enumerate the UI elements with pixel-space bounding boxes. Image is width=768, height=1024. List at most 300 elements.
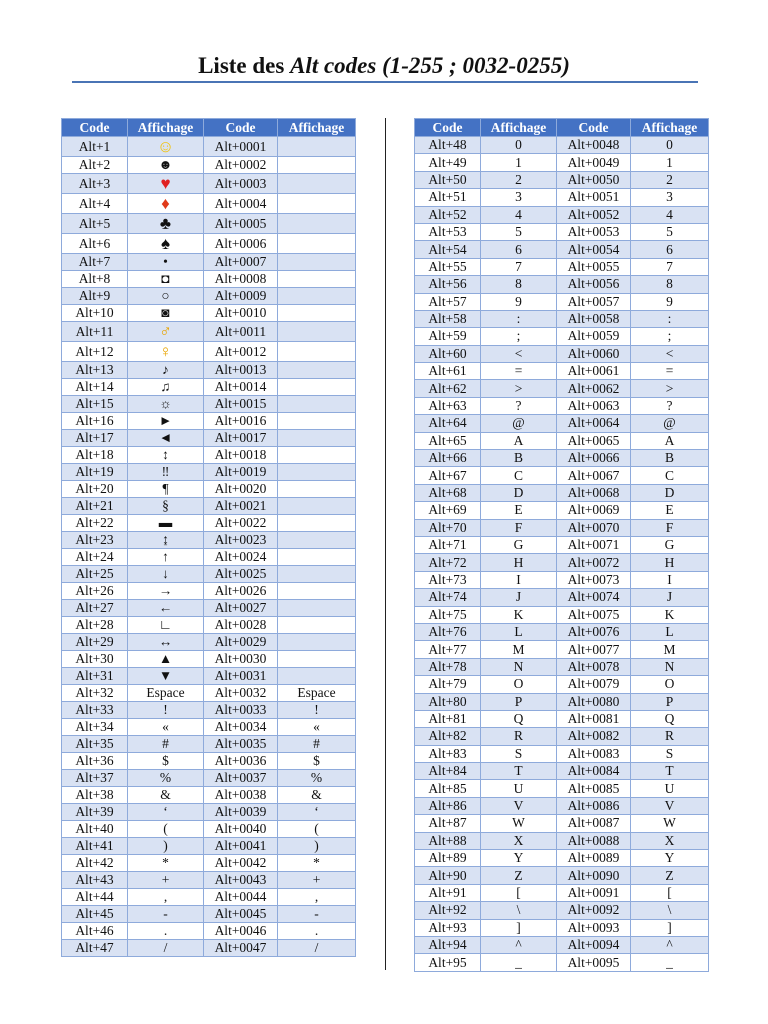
display-cell: R	[631, 728, 709, 745]
table-row	[62, 668, 356, 685]
table-row	[62, 271, 356, 288]
display-cell: +	[278, 872, 356, 889]
code-cell: Alt+0081	[557, 710, 631, 727]
display-cell: O	[481, 676, 557, 693]
code-cell: Alt+95	[415, 954, 481, 971]
display-cell: ☻	[128, 157, 204, 174]
display-cell: Y	[631, 850, 709, 867]
display-cell: Espace	[128, 685, 204, 702]
display-cell: ◙	[128, 305, 204, 322]
table-row	[62, 549, 356, 566]
code-cell: Alt+0085	[557, 780, 631, 797]
code-cell: Alt+0094	[557, 936, 631, 953]
code-cell: Alt+30	[62, 651, 128, 668]
display-cell: &	[128, 787, 204, 804]
display-cell: N	[631, 658, 709, 675]
table-row	[415, 293, 709, 310]
code-cell: Alt+0003	[204, 174, 278, 194]
display-cell: Espace	[278, 685, 356, 702]
table-row	[415, 328, 709, 345]
code-cell: Alt+0061	[557, 363, 631, 380]
code-cell: Alt+49	[415, 154, 481, 171]
code-cell: Alt+0064	[557, 415, 631, 432]
code-cell: Alt+0042	[204, 855, 278, 872]
code-cell: Alt+54	[415, 241, 481, 258]
display-cell: 8	[481, 276, 557, 293]
code-cell: Alt+0013	[204, 362, 278, 379]
display-cell: S	[481, 745, 557, 762]
display-cell: 3	[631, 189, 709, 206]
code-cell: Alt+0006	[204, 234, 278, 254]
title-plain: Liste des	[198, 53, 291, 78]
display-cell: «	[278, 719, 356, 736]
table-row	[62, 174, 356, 194]
code-cell: Alt+0020	[204, 481, 278, 498]
table-row	[62, 651, 356, 668]
display-cell: D	[481, 484, 557, 501]
table-row	[62, 305, 356, 322]
table-row	[62, 702, 356, 719]
title-underline	[72, 81, 698, 83]
code-cell: Alt+28	[62, 617, 128, 634]
table-row	[415, 258, 709, 275]
code-cell: Alt+66	[415, 450, 481, 467]
table-row	[62, 234, 356, 254]
code-cell: Alt+32	[62, 685, 128, 702]
display-cell: ►	[128, 413, 204, 430]
code-cell: Alt+0086	[557, 797, 631, 814]
table-row	[415, 884, 709, 901]
display-cell	[278, 174, 356, 194]
display-cell: Q	[631, 710, 709, 727]
table-row	[62, 362, 356, 379]
table-row	[62, 685, 356, 702]
code-cell: Alt+0082	[557, 728, 631, 745]
table-row	[415, 380, 709, 397]
display-cell: &	[278, 787, 356, 804]
display-cell: [	[631, 884, 709, 901]
display-cell: L	[631, 623, 709, 640]
table-row	[415, 623, 709, 640]
table-row	[415, 867, 709, 884]
table-row	[415, 276, 709, 293]
display-cell	[278, 583, 356, 600]
code-cell: Alt+93	[415, 919, 481, 936]
code-cell: Alt+52	[415, 206, 481, 223]
table-row	[415, 502, 709, 519]
display-cell: +	[128, 872, 204, 889]
table-row	[62, 532, 356, 549]
code-cell: Alt+0029	[204, 634, 278, 651]
display-cell	[278, 515, 356, 532]
display-cell: 2	[631, 171, 709, 188]
table-row	[62, 137, 356, 157]
display-cell: I	[631, 571, 709, 588]
code-cell: Alt+50	[415, 171, 481, 188]
code-cell: Alt+0062	[557, 380, 631, 397]
code-cell: Alt+44	[62, 889, 128, 906]
code-cell: Alt+13	[62, 362, 128, 379]
code-cell: Alt+85	[415, 780, 481, 797]
display-cell: 6	[631, 241, 709, 258]
display-cell	[278, 481, 356, 498]
display-cell: K	[481, 606, 557, 623]
display-cell: 4	[631, 206, 709, 223]
display-cell: Y	[481, 850, 557, 867]
display-cell: >	[481, 380, 557, 397]
display-cell	[278, 271, 356, 288]
code-cell: Alt+58	[415, 310, 481, 327]
code-cell: Alt+0083	[557, 745, 631, 762]
code-cell: Alt+0031	[204, 668, 278, 685]
code-cell: Alt+27	[62, 600, 128, 617]
display-cell: Z	[481, 867, 557, 884]
display-cell	[278, 322, 356, 342]
display-cell	[278, 413, 356, 430]
display-cell: ]	[481, 919, 557, 936]
code-cell: Alt+42	[62, 855, 128, 872]
code-cell: Alt+68	[415, 484, 481, 501]
table-row	[62, 940, 356, 957]
code-cell: Alt+56	[415, 276, 481, 293]
display-cell	[278, 254, 356, 271]
table-row	[415, 676, 709, 693]
display-cell: ^	[481, 936, 557, 953]
code-cell: Alt+0065	[557, 432, 631, 449]
code-cell: Alt+0034	[204, 719, 278, 736]
code-cell: Alt+39	[62, 804, 128, 821]
code-cell: Alt+0014	[204, 379, 278, 396]
code-cell: Alt+0010	[204, 305, 278, 322]
display-cell: G	[481, 536, 557, 553]
display-cell	[278, 668, 356, 685]
code-cell: Alt+35	[62, 736, 128, 753]
code-cell: Alt+41	[62, 838, 128, 855]
display-cell: _	[481, 954, 557, 971]
display-cell: .	[128, 923, 204, 940]
display-cell: →	[128, 583, 204, 600]
code-cell: Alt+0004	[204, 194, 278, 214]
table-row	[415, 519, 709, 536]
table-row	[62, 787, 356, 804]
display-cell	[278, 137, 356, 157]
table-row	[415, 154, 709, 171]
code-cell: Alt+0072	[557, 554, 631, 571]
code-cell: Alt+0090	[557, 867, 631, 884]
table-row	[415, 432, 709, 449]
code-cell: Alt+94	[415, 936, 481, 953]
display-cell: 7	[631, 258, 709, 275]
code-cell: Alt+87	[415, 815, 481, 832]
code-cell: Alt+0066	[557, 450, 631, 467]
code-cell: Alt+89	[415, 850, 481, 867]
code-cell: Alt+90	[415, 867, 481, 884]
display-cell: @	[631, 415, 709, 432]
code-cell: Alt+0015	[204, 396, 278, 413]
code-cell: Alt+17	[62, 430, 128, 447]
display-cell: W	[481, 815, 557, 832]
display-cell: ,	[278, 889, 356, 906]
table-row	[415, 728, 709, 745]
code-cell: Alt+92	[415, 902, 481, 919]
display-cell: M	[481, 641, 557, 658]
table-row	[62, 617, 356, 634]
display-cell: 1	[631, 154, 709, 171]
code-cell: Alt+83	[415, 745, 481, 762]
display-cell: G	[631, 536, 709, 553]
table-row	[62, 322, 356, 342]
display-cell	[278, 549, 356, 566]
code-cell: Alt+72	[415, 554, 481, 571]
code-cell: Alt+0045	[204, 906, 278, 923]
table-row	[415, 571, 709, 588]
display-cell	[278, 617, 356, 634]
display-cell: )	[128, 838, 204, 855]
header-code: Code	[415, 119, 481, 137]
code-cell: Alt+70	[415, 519, 481, 536]
table-row	[62, 254, 356, 271]
table-row	[415, 241, 709, 258]
display-cell: ↓	[128, 566, 204, 583]
code-cell: Alt+0023	[204, 532, 278, 549]
code-cell: Alt+0025	[204, 566, 278, 583]
display-cell: V	[481, 797, 557, 814]
code-cell: Alt+0011	[204, 322, 278, 342]
code-cell: Alt+0069	[557, 502, 631, 519]
table-row	[62, 464, 356, 481]
display-cell: •	[128, 254, 204, 271]
display-cell: ∟	[128, 617, 204, 634]
table-row	[415, 710, 709, 727]
table-header-row	[62, 119, 356, 137]
code-cell: Alt+0078	[557, 658, 631, 675]
code-cell: Alt+0052	[557, 206, 631, 223]
table-row	[62, 157, 356, 174]
table-row	[415, 797, 709, 814]
table-row	[62, 889, 356, 906]
display-cell	[278, 464, 356, 481]
code-cell: Alt+45	[62, 906, 128, 923]
display-cell: 8	[631, 276, 709, 293]
display-cell: F	[481, 519, 557, 536]
code-cell: Alt+64	[415, 415, 481, 432]
table-row	[62, 413, 356, 430]
display-cell	[278, 234, 356, 254]
code-cell: Alt+43	[62, 872, 128, 889]
code-cell: Alt+74	[415, 589, 481, 606]
table-row	[415, 954, 709, 971]
code-cell: Alt+20	[62, 481, 128, 498]
display-cell: T	[481, 763, 557, 780]
code-cell: Alt+0087	[557, 815, 631, 832]
code-cell: Alt+0016	[204, 413, 278, 430]
display-cell: \	[481, 902, 557, 919]
table-row	[62, 430, 356, 447]
column-separator	[385, 118, 386, 970]
table-row	[415, 223, 709, 240]
code-cell: Alt+59	[415, 328, 481, 345]
display-cell: L	[481, 623, 557, 640]
code-cell: Alt+73	[415, 571, 481, 588]
display-cell: I	[481, 571, 557, 588]
display-cell: B	[631, 450, 709, 467]
table-row	[62, 447, 356, 464]
code-cell: Alt+0058	[557, 310, 631, 327]
table-row	[415, 815, 709, 832]
table-row	[62, 481, 356, 498]
code-cell: Alt+0008	[204, 271, 278, 288]
table-row	[62, 719, 356, 736]
table-row	[415, 484, 709, 501]
display-cell: <	[481, 345, 557, 362]
display-cell: A	[631, 432, 709, 449]
table-row	[62, 753, 356, 770]
table-row	[62, 214, 356, 234]
code-cell: Alt+23	[62, 532, 128, 549]
display-cell: 6	[481, 241, 557, 258]
code-cell: Alt+69	[415, 502, 481, 519]
header-code: Code	[557, 119, 631, 137]
code-cell: Alt+40	[62, 821, 128, 838]
code-cell: Alt+34	[62, 719, 128, 736]
display-cell	[278, 342, 356, 362]
code-cell: Alt+0036	[204, 753, 278, 770]
code-cell: Alt+62	[415, 380, 481, 397]
code-cell: Alt+0044	[204, 889, 278, 906]
display-cell: ;	[631, 328, 709, 345]
code-cell: Alt+0068	[557, 484, 631, 501]
display-cell: C	[481, 467, 557, 484]
code-cell: Alt+0040	[204, 821, 278, 838]
code-cell: Alt+82	[415, 728, 481, 745]
table-row	[415, 641, 709, 658]
display-cell: F	[631, 519, 709, 536]
table-row	[62, 804, 356, 821]
code-cell: Alt+7	[62, 254, 128, 271]
display-cell: >	[631, 380, 709, 397]
display-cell: W	[631, 815, 709, 832]
code-cell: Alt+9	[62, 288, 128, 305]
display-cell: ,	[128, 889, 204, 906]
code-cell: Alt+0077	[557, 641, 631, 658]
code-cell: Alt+0022	[204, 515, 278, 532]
display-cell: 7	[481, 258, 557, 275]
code-cell: Alt+79	[415, 676, 481, 693]
display-cell: O	[631, 676, 709, 693]
code-cell: Alt+57	[415, 293, 481, 310]
code-cell: Alt+60	[415, 345, 481, 362]
code-cell: Alt+55	[415, 258, 481, 275]
code-cell: Alt+0051	[557, 189, 631, 206]
code-cell: Alt+63	[415, 397, 481, 414]
code-cell: Alt+53	[415, 223, 481, 240]
display-cell: !	[128, 702, 204, 719]
code-cell: Alt+0071	[557, 536, 631, 553]
code-cell: Alt+0021	[204, 498, 278, 515]
display-cell: ○	[128, 288, 204, 305]
display-cell	[278, 447, 356, 464]
table-row	[62, 872, 356, 889]
code-cell: Alt+0009	[204, 288, 278, 305]
display-cell: «	[128, 719, 204, 736]
display-cell	[278, 362, 356, 379]
code-cell: Alt+0005	[204, 214, 278, 234]
display-cell: ↑	[128, 549, 204, 566]
code-cell: Alt+76	[415, 623, 481, 640]
display-cell: D	[631, 484, 709, 501]
code-cell: Alt+51	[415, 189, 481, 206]
display-cell: -	[278, 906, 356, 923]
display-cell: M	[631, 641, 709, 658]
display-cell: X	[481, 832, 557, 849]
code-cell: Alt+0002	[204, 157, 278, 174]
code-cell: Alt+61	[415, 363, 481, 380]
table-row	[415, 536, 709, 553]
display-cell: ▼	[128, 668, 204, 685]
display-cell: P	[481, 693, 557, 710]
display-cell: /	[278, 940, 356, 957]
display-cell: ◄	[128, 430, 204, 447]
code-cell: Alt+25	[62, 566, 128, 583]
table-row	[415, 850, 709, 867]
code-cell: Alt+0048	[557, 137, 631, 154]
table-row	[415, 137, 709, 154]
table-row	[62, 566, 356, 583]
display-cell: ^	[631, 936, 709, 953]
display-cell: ♦	[128, 194, 204, 214]
code-cell: Alt+47	[62, 940, 128, 957]
display-cell: =	[481, 363, 557, 380]
code-cell: Alt+0070	[557, 519, 631, 536]
display-cell: 5	[631, 223, 709, 240]
display-cell: :	[481, 310, 557, 327]
table-row	[415, 658, 709, 675]
code-cell: Alt+0080	[557, 693, 631, 710]
table-row	[415, 606, 709, 623]
code-cell: Alt+0026	[204, 583, 278, 600]
table-row	[62, 600, 356, 617]
code-cell: Alt+0012	[204, 342, 278, 362]
display-cell: ←	[128, 600, 204, 617]
display-cell: ‘	[128, 804, 204, 821]
code-cell: Alt+0024	[204, 549, 278, 566]
table-row	[415, 415, 709, 432]
code-cell: Alt+24	[62, 549, 128, 566]
display-cell: 2	[481, 171, 557, 188]
code-cell: Alt+0041	[204, 838, 278, 855]
display-cell: J	[631, 589, 709, 606]
display-cell: 9	[481, 293, 557, 310]
display-cell: )	[278, 838, 356, 855]
display-cell	[278, 396, 356, 413]
display-cell: §	[128, 498, 204, 515]
table-row	[415, 780, 709, 797]
display-cell: A	[481, 432, 557, 449]
code-cell: Alt+0055	[557, 258, 631, 275]
code-cell: Alt+0047	[204, 940, 278, 957]
table-row	[415, 936, 709, 953]
table-header-row	[415, 119, 709, 137]
table-row	[415, 589, 709, 606]
display-cell: R	[481, 728, 557, 745]
display-cell: #	[128, 736, 204, 753]
code-cell: Alt+26	[62, 583, 128, 600]
code-cell: Alt+80	[415, 693, 481, 710]
table-row	[62, 379, 356, 396]
code-cell: Alt+36	[62, 753, 128, 770]
display-cell: U	[481, 780, 557, 797]
header-code: Code	[204, 119, 278, 137]
